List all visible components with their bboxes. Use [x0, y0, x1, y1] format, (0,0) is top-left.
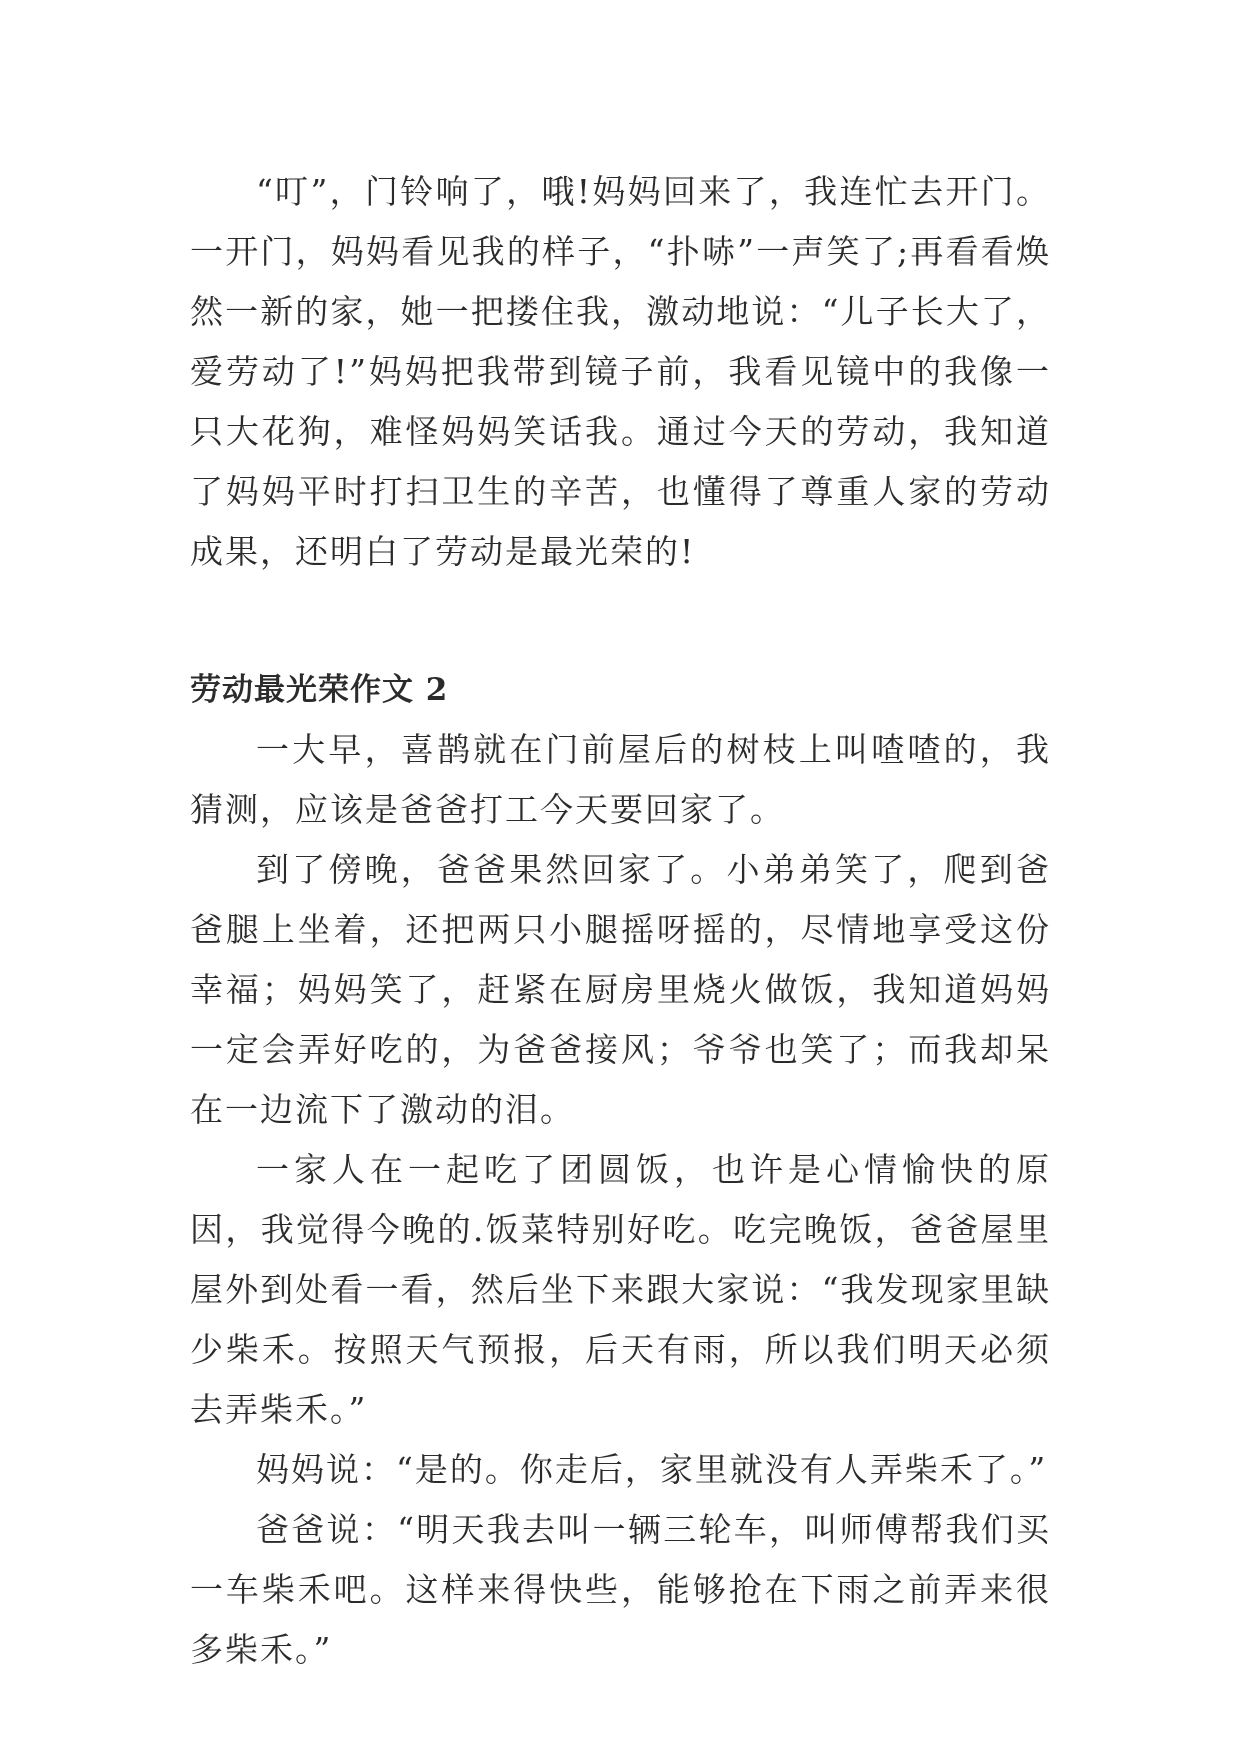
paragraph-2: 到了傍晚，爸爸果然回家了。小弟弟笑了，爬到爸爸腿上坐着，还把两只小腿摇呀摇的，尽情地享受这份幸福；妈妈笑了，赶紧在厨房里烧火做饭，我知道妈妈一定会弄好吃的，为爸爸接风；爷爷也笑了；而我却呆在一边流下了激动的泪。 — [190, 850, 1051, 1129]
section-title: 劳动最光荣作文 2 — [190, 672, 449, 708]
paragraph-opening: “叮”，门铃响了，哦!妈妈回来了，我连忙去开门。一开门，妈妈看见我的样子，“扑哧”一声笑了;再看看焕然一新的家，她一把搂住我，激动地说：“儿子长大了，爱劳动了!”妈妈把我带到镜子前，我看见镜中的我像一只大花狗，难怪妈妈笑话我。通过今天的劳动，我知道了妈妈平时打扫卫生的辛苦，也懂得了尊重人家的劳动成果，还明白了劳动是最光荣的! — [190, 172, 1051, 571]
paragraph-4: 妈妈说：“是的。你走后，家里就没有人弄柴禾了。” — [256, 1450, 1048, 1489]
paragraph-1: 一大早，喜鹊就在门前屋后的树枝上叫喳喳的，我猜测，应该是爸爸打工今天要回家了。 — [190, 730, 1051, 829]
paragraph-3: 一家人在一起吃了团圆饭，也许是心情愉快的原因，我觉得今晚的.饭菜特别好吃。吃完晚饭，爸爸屋里屋外到处看一看，然后坐下来跟大家说：“我发现家里缺少柴禾。按照天气预报，后天有雨，所以我们明天必须去弄柴禾。” — [190, 1150, 1051, 1429]
paragraph-5: 爸爸说：“明天我去叫一辆三轮车，叫师傅帮我们买一车柴禾吧。这样来得快些，能够抢在下雨之前弄来很多柴禾。” — [190, 1510, 1051, 1669]
